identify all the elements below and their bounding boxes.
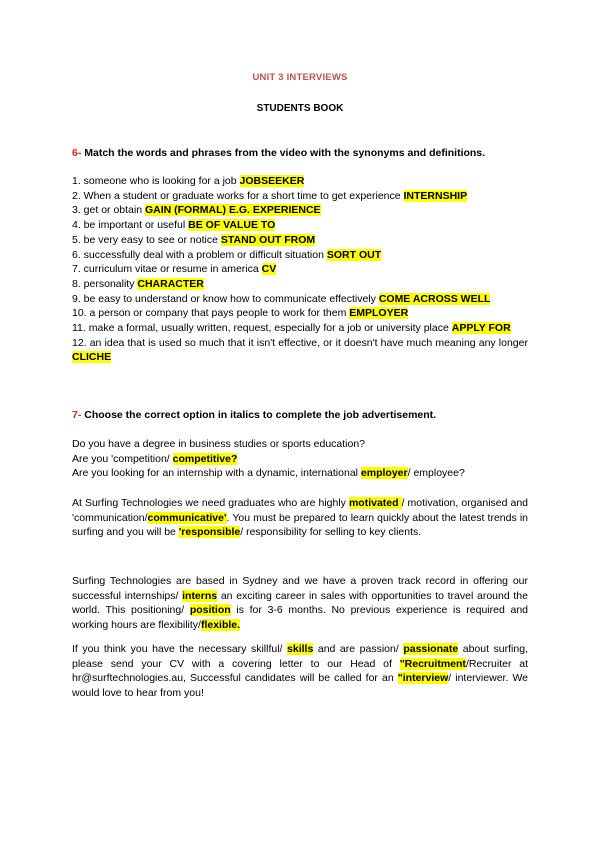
item-answer: COME ACROSS WELL: [378, 292, 491, 305]
exercise7-paragraph-1: [72, 437, 528, 481]
list-item: [72, 306, 528, 321]
list-item: [72, 321, 528, 336]
exercise7-heading: [72, 408, 528, 423]
unit-title: UNIT 3 INTERVIEWS: [252, 72, 348, 83]
paragraph-text: [72, 574, 528, 633]
text-segment: about surfing, please send your CV with a covering letter to our Head of: [72, 643, 528, 670]
exercise6-number: 6-: [72, 147, 82, 159]
text-segment: If you think you have the necessary skillful/: [72, 643, 288, 655]
answer-highlight: 'responsible: [178, 526, 241, 539]
item-answer: APPLY FOR: [451, 322, 511, 335]
p1-line-1: Do you have a degree in business studies or sports education?: [72, 438, 366, 450]
answer-highlight: position: [189, 604, 231, 617]
exercise7-instruction: Choose the correct option in italics to complete the job advertisement.: [81, 409, 437, 421]
item-text: 12. an idea that is used so much that it isn't effective, or it doesn't have much meaning any longer: [72, 336, 528, 349]
text-segment: an exciting career in sales with opportunities to travel around the world. This positioning/: [72, 589, 528, 617]
item-text: 10. a person or company that pays people to work for them: [72, 307, 350, 320]
exercise7-paragraph-3: [72, 574, 528, 633]
list-item: [72, 262, 528, 277]
list-item: [72, 174, 528, 189]
list-item: [72, 292, 528, 307]
answer-highlight: "Recruitment: [399, 657, 466, 670]
list-item: [72, 248, 528, 263]
item-text: 9. be easy to understand or know how to communicate effectively: [72, 292, 379, 305]
exercise7-paragraph-2: [72, 496, 528, 540]
text-segment: Are you 'competition/: [72, 452, 173, 465]
item-text: 2. When a student or graduate works for a short time to get experience: [72, 189, 404, 202]
item-text: 5. be very easy to see or notice: [72, 233, 221, 246]
list-item: [72, 189, 528, 204]
list-item: [72, 203, 528, 218]
exercise6-list: [72, 174, 528, 365]
paragraph-text: [72, 496, 528, 540]
answer-highlight: employer: [360, 467, 408, 480]
item-text: 11. make a formal, usually written, request, especially for a job or university place: [72, 322, 452, 335]
list-item: [72, 277, 528, 292]
text-segment: / motivation, organised and 'communication/: [72, 497, 529, 524]
text-segment: / employee?: [407, 467, 465, 480]
answer-highlight: flexible.: [200, 619, 241, 632]
text-segment: is for 3-6 months. No previous experience is required and working hours are flexibility/: [72, 604, 529, 632]
item-answer: JOBSEEKER: [239, 175, 305, 187]
paragraph-text: [72, 642, 528, 701]
text-segment: and are passion/: [313, 643, 404, 655]
text-segment: / responsibility for selling to key clients.: [240, 526, 422, 539]
text-segment: . You must be prepared to learn quickly about the latest trends in surfing and you will be: [72, 511, 528, 539]
item-text: 1. someone who is looking for a job: [72, 175, 240, 187]
exercise6-instruction: Match the words and phrases from the video with the synonyms and definitions.: [81, 147, 486, 159]
text-segment: / interviewer. We would love to hear from you!: [72, 672, 528, 700]
item-answer: BE OF VALUE TO: [188, 219, 276, 232]
item-answer: SORT OUT: [326, 248, 382, 261]
item-answer: GAIN (FORMAL) E.G. EXPERIENCE: [144, 204, 321, 217]
p1-line-2: [72, 452, 528, 467]
answer-highlight: motivated: [348, 497, 402, 509]
answer-highlight: communicative': [147, 511, 227, 524]
answer-highlight: "interview: [397, 672, 449, 685]
exercise7-paragraph-4: [72, 642, 528, 701]
book-title: STUDENTS BOOK: [256, 103, 344, 114]
list-item: [72, 218, 528, 233]
item-answer: CHARACTER: [137, 277, 204, 290]
item-answer: EMPLOYER: [349, 307, 409, 320]
list-item: [72, 233, 528, 248]
answer-highlight: interns: [182, 589, 218, 602]
item-text: 3. get or obtain: [72, 204, 145, 217]
item-answer: STAND OUT FROM: [220, 233, 316, 246]
answer-highlight: skills: [287, 643, 314, 655]
text-segment: Are you looking for an internship with a dynamic, international: [72, 467, 361, 480]
exercise6-heading: [72, 146, 528, 161]
p1-line-3: [72, 466, 528, 481]
text-segment: /Recruiter at hr@surftechnologies.au, Successful candidates will be called for an: [72, 657, 529, 685]
text-segment: At Surfing Technologies we need graduates who are highly: [72, 497, 349, 509]
answer-highlight: competitive?: [172, 452, 238, 465]
item-text: 4. be important or useful: [72, 219, 189, 232]
item-text: 7. curriculum vitae or resume in america: [72, 263, 262, 276]
item-answer: CLICHE: [72, 351, 112, 364]
item-text: 8. personality: [72, 277, 138, 290]
item-text: 6. successfully deal with a problem or difficult situation: [72, 248, 327, 261]
item-answer: CV: [261, 263, 277, 276]
text-segment: Surfing Technologies are based in Sydney and we have a proven track record in offering our successful internships/: [72, 575, 528, 602]
answer-highlight: passionate: [403, 643, 459, 655]
list-item: [72, 336, 528, 365]
exercise7-number: 7-: [72, 409, 82, 421]
item-answer: INTERNSHIP: [403, 189, 468, 202]
